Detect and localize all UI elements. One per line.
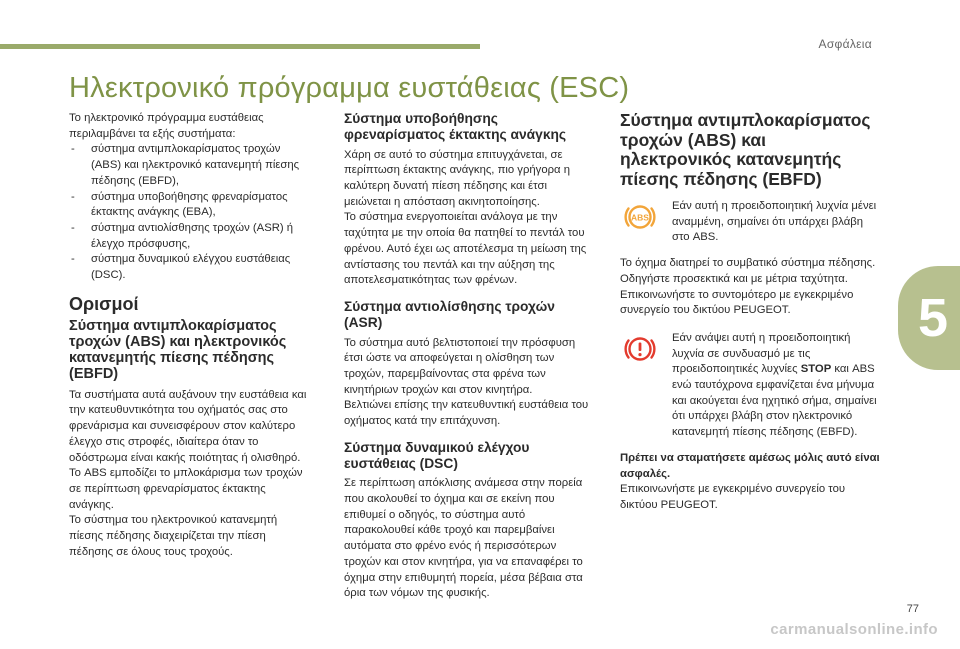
list-item: - σύστημα δυναμικού ελέγχου ευστάθειας (DSC). xyxy=(69,252,309,283)
abs-warning-light-icon xyxy=(620,199,672,238)
abs-advice: Επικοινωνήστε το συντομότερο με εγκεκριμένο συνεργείο του δικτύου PEUGEOT. xyxy=(620,288,854,317)
stop-label: STOP xyxy=(800,363,832,376)
asr-paragraph: Το σύστημα αυτό βελτιστοποιεί την πρόσφυση έτσι ώστε να αποφεύγεται η ολίσθηση των τροχών, παρεμβαίνοντας στα φρένα των κινητήριων τροχών και στον κινητήρα. xyxy=(344,336,576,396)
brake-lamp-text xyxy=(672,331,882,441)
brake-warning-light-icon xyxy=(620,331,672,370)
asr-paragraph: Βελτιώνει επίσης την κατευθυντική ευστάθεια του οχήματος κατά την επιτάχυνση. xyxy=(344,399,589,428)
abs-ebfd-heading: Σύστημα αντιμπλοκαρίσματος τροχών (ABS) και ηλεκτρονικός κατανεμητής πίεσης πέδησης (EBFD) xyxy=(69,317,287,382)
eba-heading: Σύστημα υποβοήθησης φρεναρίσματος έκτακτης ανάγκης xyxy=(344,111,567,142)
abs-icon-label: ABS xyxy=(631,212,649,223)
abs-paragraph: Το σύστημα του ηλεκτρονικού κατανεμητή πίεσης πέδησης διαχειρίζεται την πίεση πέδησης σε όλους τους τροχούς. xyxy=(69,514,278,558)
stop-notice: Πρέπει να σταματήσετε αμέσως μόλις αυτό είναι ασφαλές. xyxy=(620,451,880,480)
abs-warning-block xyxy=(620,199,882,246)
column-2 xyxy=(344,111,590,602)
brake-lamp-text-part: Εάν ανάψει αυτή η προειδοποιητική λυχνία σε συνδυασμό με τις προειδοποιητικές λυχνίες xyxy=(672,331,851,376)
intro-text: Το ηλεκτρονικό πρόγραμμα ευστάθειας περιλαμβάνει τα εξής συστήματα: xyxy=(69,112,264,140)
watermark: carmanualsonline.info xyxy=(770,621,938,638)
systems-list xyxy=(69,142,309,283)
abs-ebfd-warning-heading: Σύστημα αντιμπλοκαρίσματος τροχών (ABS) και ηλεκτρονικός κατανεμητής πίεσης πέδησης (EBFD) xyxy=(620,110,871,189)
eba-paragraph: Χάρη σε αυτό το σύστημα επιτυγχάνεται, σε περίπτωση έκτακτης ανάγκης, πιο γρήγορα η καλύτερη δυνατή πίεση πέδησης και έτσι μειώνεται η απόσταση ακινητοποίησης. xyxy=(344,148,570,208)
abs-advice: Το όχημα διατηρεί το συμβατικό σύστημα πέδησης. Οδηγήστε προσεκτικά και με μέτρια ταχύτητα. xyxy=(620,257,876,285)
eba-paragraph: Το σύστημα ενεργοποιείται ανάλογα με την ταχύτητα με την οποία θα πατηθεί το πεντάλ του φρένου. Αυτό έχει ως αποτέλεσμα τη μείωση της αντίστασης του πεντάλ και την αύξηση της αποτελεσματικότητας των φρένων. xyxy=(344,211,587,287)
section-name: Ασφάλεια xyxy=(818,37,872,51)
abs-lamp-text: Εάν αυτή η προειδοποιητική λυχνία μένει αναμμένη, σημαίνει ότι υπάρχει βλάβη στο ABS. xyxy=(672,200,877,244)
abs-paragraph: Το ABS εμποδίζει το μπλοκάρισμα των τροχών σε περίπτωση φρεναρίσματος έκτακτης ανάγκης. xyxy=(69,467,303,511)
brake-lamp-text-part: και ABS ενώ ταυτόχρονα εμφανίζεται ένα μήνυμα και ακούγεται ένα ηχητικό σήμα, σημαίνει ότι υπάρχει βλάβη στον ηλεκτρονικό κατανεμητή πίεσης πέδησης (EBFD). xyxy=(672,363,877,439)
column-1 xyxy=(69,111,309,560)
asr-heading: Σύστημα αντιολίσθησης τροχών (ASR) xyxy=(344,298,555,330)
definitions-heading: Ορισμοί xyxy=(69,293,139,314)
list-item: - σύστημα αντιμπλοκαρίσματος τροχών (ABS) και ηλεκτρονικό κατανεμητή πίεσης πέδησης (EBFD), xyxy=(69,142,309,189)
dsc-heading: Σύστημα δυναμικού ελέγχου ευστάθειας (DSC) xyxy=(344,439,530,471)
page-title: Ηλεκτρονικό πρόγραμμα ευστάθειας (ESC) xyxy=(69,72,630,104)
chapter-tab: 5 xyxy=(898,266,960,370)
list-item: - σύστημα υποβοήθησης φρεναρίσματος έκτακτης ανάγκης (EBA), xyxy=(69,190,309,221)
brake-warning-block xyxy=(620,331,882,441)
column-3 xyxy=(620,111,882,514)
dsc-paragraph: Σε περίπτωση απόκλισης ανάμεσα στην πορεία που ακολουθεί το όχημα και σε εκείνη που επιθυμεί ο οδηγός, το σύστημα αυτό παρακολουθεί κάθε τροχό και παρεμβαίνει αυτόματα στο φρένο ενός ή περισσότερων τροχών και στον κινητήρα, για να επαναφέρει το όχημα στην επιθυμητή πορεία, μέσα βέβαια στα όρια των νόμων της φυσικής. xyxy=(344,477,583,600)
contact-notice: Επικοινωνήστε με εγκεκριμένο συνεργείο του δικτύου PEUGEOT. xyxy=(620,483,846,511)
header-rule xyxy=(0,44,480,49)
abs-paragraph: Τα συστήματα αυτά αυξάνουν την ευστάθεια και την κατευθυντικότητα του οχήματός σας στο φρενάρισμα και συνεισφέρουν στον καλύτερο έλεγχο στις στροφές, ιδιαίτερα όταν το οδόστρωμα είναι κακής ποιότητας ή ολισθηρό. xyxy=(69,388,307,464)
page-number: 77 xyxy=(906,603,919,615)
list-item: - σύστημα αντιολίσθησης τροχών (ASR) ή έλεγχο πρόσφυσης, xyxy=(69,221,309,252)
